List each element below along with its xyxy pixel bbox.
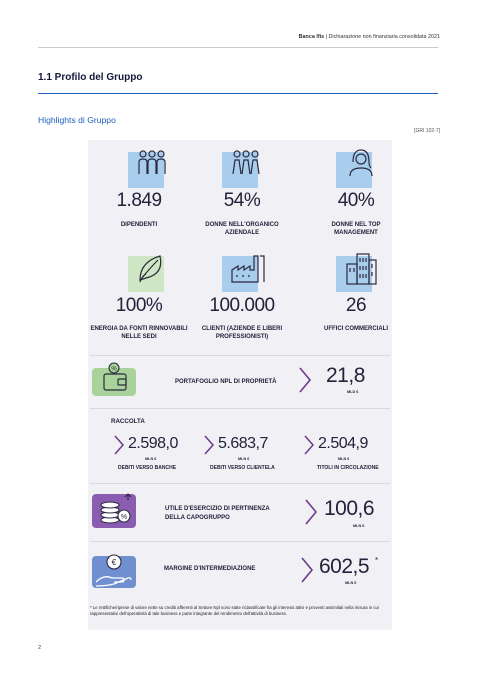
highlight-value-energia: 100% bbox=[115, 295, 163, 316]
highlight-label-donne-top: DONNE NEL TOP MANAGEMENT bbox=[331, 222, 381, 236]
people-tile bbox=[128, 152, 164, 188]
woman-tile bbox=[336, 152, 372, 188]
highlight-value-clienti: 100.000 bbox=[209, 295, 275, 316]
header-separator: | bbox=[324, 34, 329, 40]
chevron-right-icon bbox=[113, 434, 125, 456]
page-number: 2 bbox=[38, 645, 42, 651]
margine-icon-tile bbox=[92, 552, 134, 586]
raccolta-unit-clientela: MLN € bbox=[238, 457, 250, 461]
chevron-right-icon bbox=[203, 434, 215, 456]
highlight-label-clienti: CLIENTI (AZIENDE E LIBERI PROFESSIONISTI) bbox=[201, 326, 283, 340]
leaf-icon bbox=[136, 252, 168, 284]
women-group-tile bbox=[222, 152, 258, 188]
npl-value: 21,8 bbox=[326, 364, 365, 387]
divider bbox=[90, 355, 390, 356]
utile-value: 100,6 bbox=[324, 497, 375, 520]
divider bbox=[90, 541, 390, 542]
highlight-label-donne-organico: DONNE NELL'ORGANICO AZIENDALE bbox=[205, 222, 279, 236]
raccolta-value-banche: 2.598,0 bbox=[128, 435, 178, 452]
factory-icon bbox=[230, 252, 266, 284]
raccolta-unit-banche: MLN € bbox=[145, 457, 157, 461]
npl-label: PORTAFOGLIO NPL DI PROPRIETÀ bbox=[175, 379, 277, 385]
raccolta-value-titoli: 2.504,9 bbox=[318, 435, 368, 452]
highlight-value-donne-top: 40% bbox=[337, 190, 375, 211]
highlight-label-energia: ENERGIA DA FONTI RINNOVABILI NELLE SEDI bbox=[90, 326, 188, 340]
chevron-right-icon bbox=[298, 366, 312, 394]
subtitle: Highlights di Gruppo bbox=[38, 115, 116, 125]
building-icon bbox=[344, 252, 378, 286]
raccolta-unit-titoli: MLN € bbox=[338, 457, 350, 461]
utile-unit: MLN € bbox=[353, 524, 365, 528]
margine-footnote-marker: * bbox=[375, 556, 379, 565]
running-header bbox=[299, 34, 440, 40]
women-group-icon bbox=[230, 148, 262, 178]
hand-euro-icon bbox=[92, 552, 138, 590]
highlight-value-uffici: 26 bbox=[345, 295, 367, 316]
highlight-value-dipendenti: 1.849 bbox=[116, 190, 162, 211]
margine-unit: MLN € bbox=[345, 581, 357, 585]
woman-icon bbox=[344, 148, 376, 178]
highlight-label-dipendenti: DIPENDENTI bbox=[120, 222, 158, 228]
title-divider bbox=[38, 93, 438, 94]
utile-icon-tile bbox=[92, 492, 134, 526]
divider bbox=[90, 483, 390, 484]
chevron-right-icon bbox=[304, 498, 318, 526]
chevron-right-icon bbox=[303, 434, 315, 456]
coins-percent-icon bbox=[92, 492, 138, 532]
npl-icon-tile bbox=[92, 362, 134, 396]
raccolta-label-titoli: TITOLI IN CIRCOLAZIONE bbox=[317, 465, 379, 471]
building-tile bbox=[336, 256, 372, 292]
header-divider bbox=[38, 47, 438, 48]
raccolta-label-banche: DEBITI VERSO BANCHE bbox=[118, 465, 177, 471]
footnote: * Le rettifiche/riprese di valore nette su crediti afferenti al Settore Npl sono state riclassificate fra gli interessi attivi e proventi assimilati nella misura in cui rappresentativi dell'operatività di tale business e parte integrante del rendimento dell'attività di business. bbox=[90, 605, 379, 616]
gri-reference: [GRI 102-7] bbox=[414, 128, 440, 134]
highlight-label-uffici: UFFICI COMMERCIALI bbox=[324, 326, 388, 332]
svg-text:%: % bbox=[111, 366, 117, 373]
margine-label: MARGINE D'INTERMEDIAZIONE bbox=[164, 566, 256, 572]
utile-label-line2: DELLA CAPOGRUPPO bbox=[165, 515, 230, 521]
highlight-value-donne-organico: 54% bbox=[223, 190, 261, 211]
npl-unit: MLD € bbox=[347, 390, 359, 394]
header-brand: Banca Ifis bbox=[298, 34, 325, 40]
divider bbox=[90, 408, 390, 409]
svg-text:€: € bbox=[111, 558, 117, 567]
people-icon bbox=[136, 148, 168, 178]
svg-text:%: % bbox=[120, 514, 128, 521]
leaf-tile bbox=[128, 256, 164, 292]
utile-label-line1: UTILE D'ESERCIZIO DI PERTINENZA bbox=[165, 506, 270, 512]
wallet-percent-icon bbox=[92, 362, 138, 398]
raccolta-label-clientela: DEBITI VERSO CLIENTELA bbox=[210, 465, 275, 471]
raccolta-title: RACCOLTA bbox=[111, 418, 145, 425]
factory-tile bbox=[222, 256, 258, 292]
chevron-right-icon bbox=[300, 556, 314, 584]
margine-value: 602,5 bbox=[319, 555, 370, 578]
header-doc-title: Dichiarazione non finanziaria consolidata 2021 bbox=[328, 34, 440, 40]
raccolta-value-clientela: 5.683,7 bbox=[218, 435, 268, 452]
section-title: 1.1 Profilo del Gruppo bbox=[38, 72, 143, 83]
